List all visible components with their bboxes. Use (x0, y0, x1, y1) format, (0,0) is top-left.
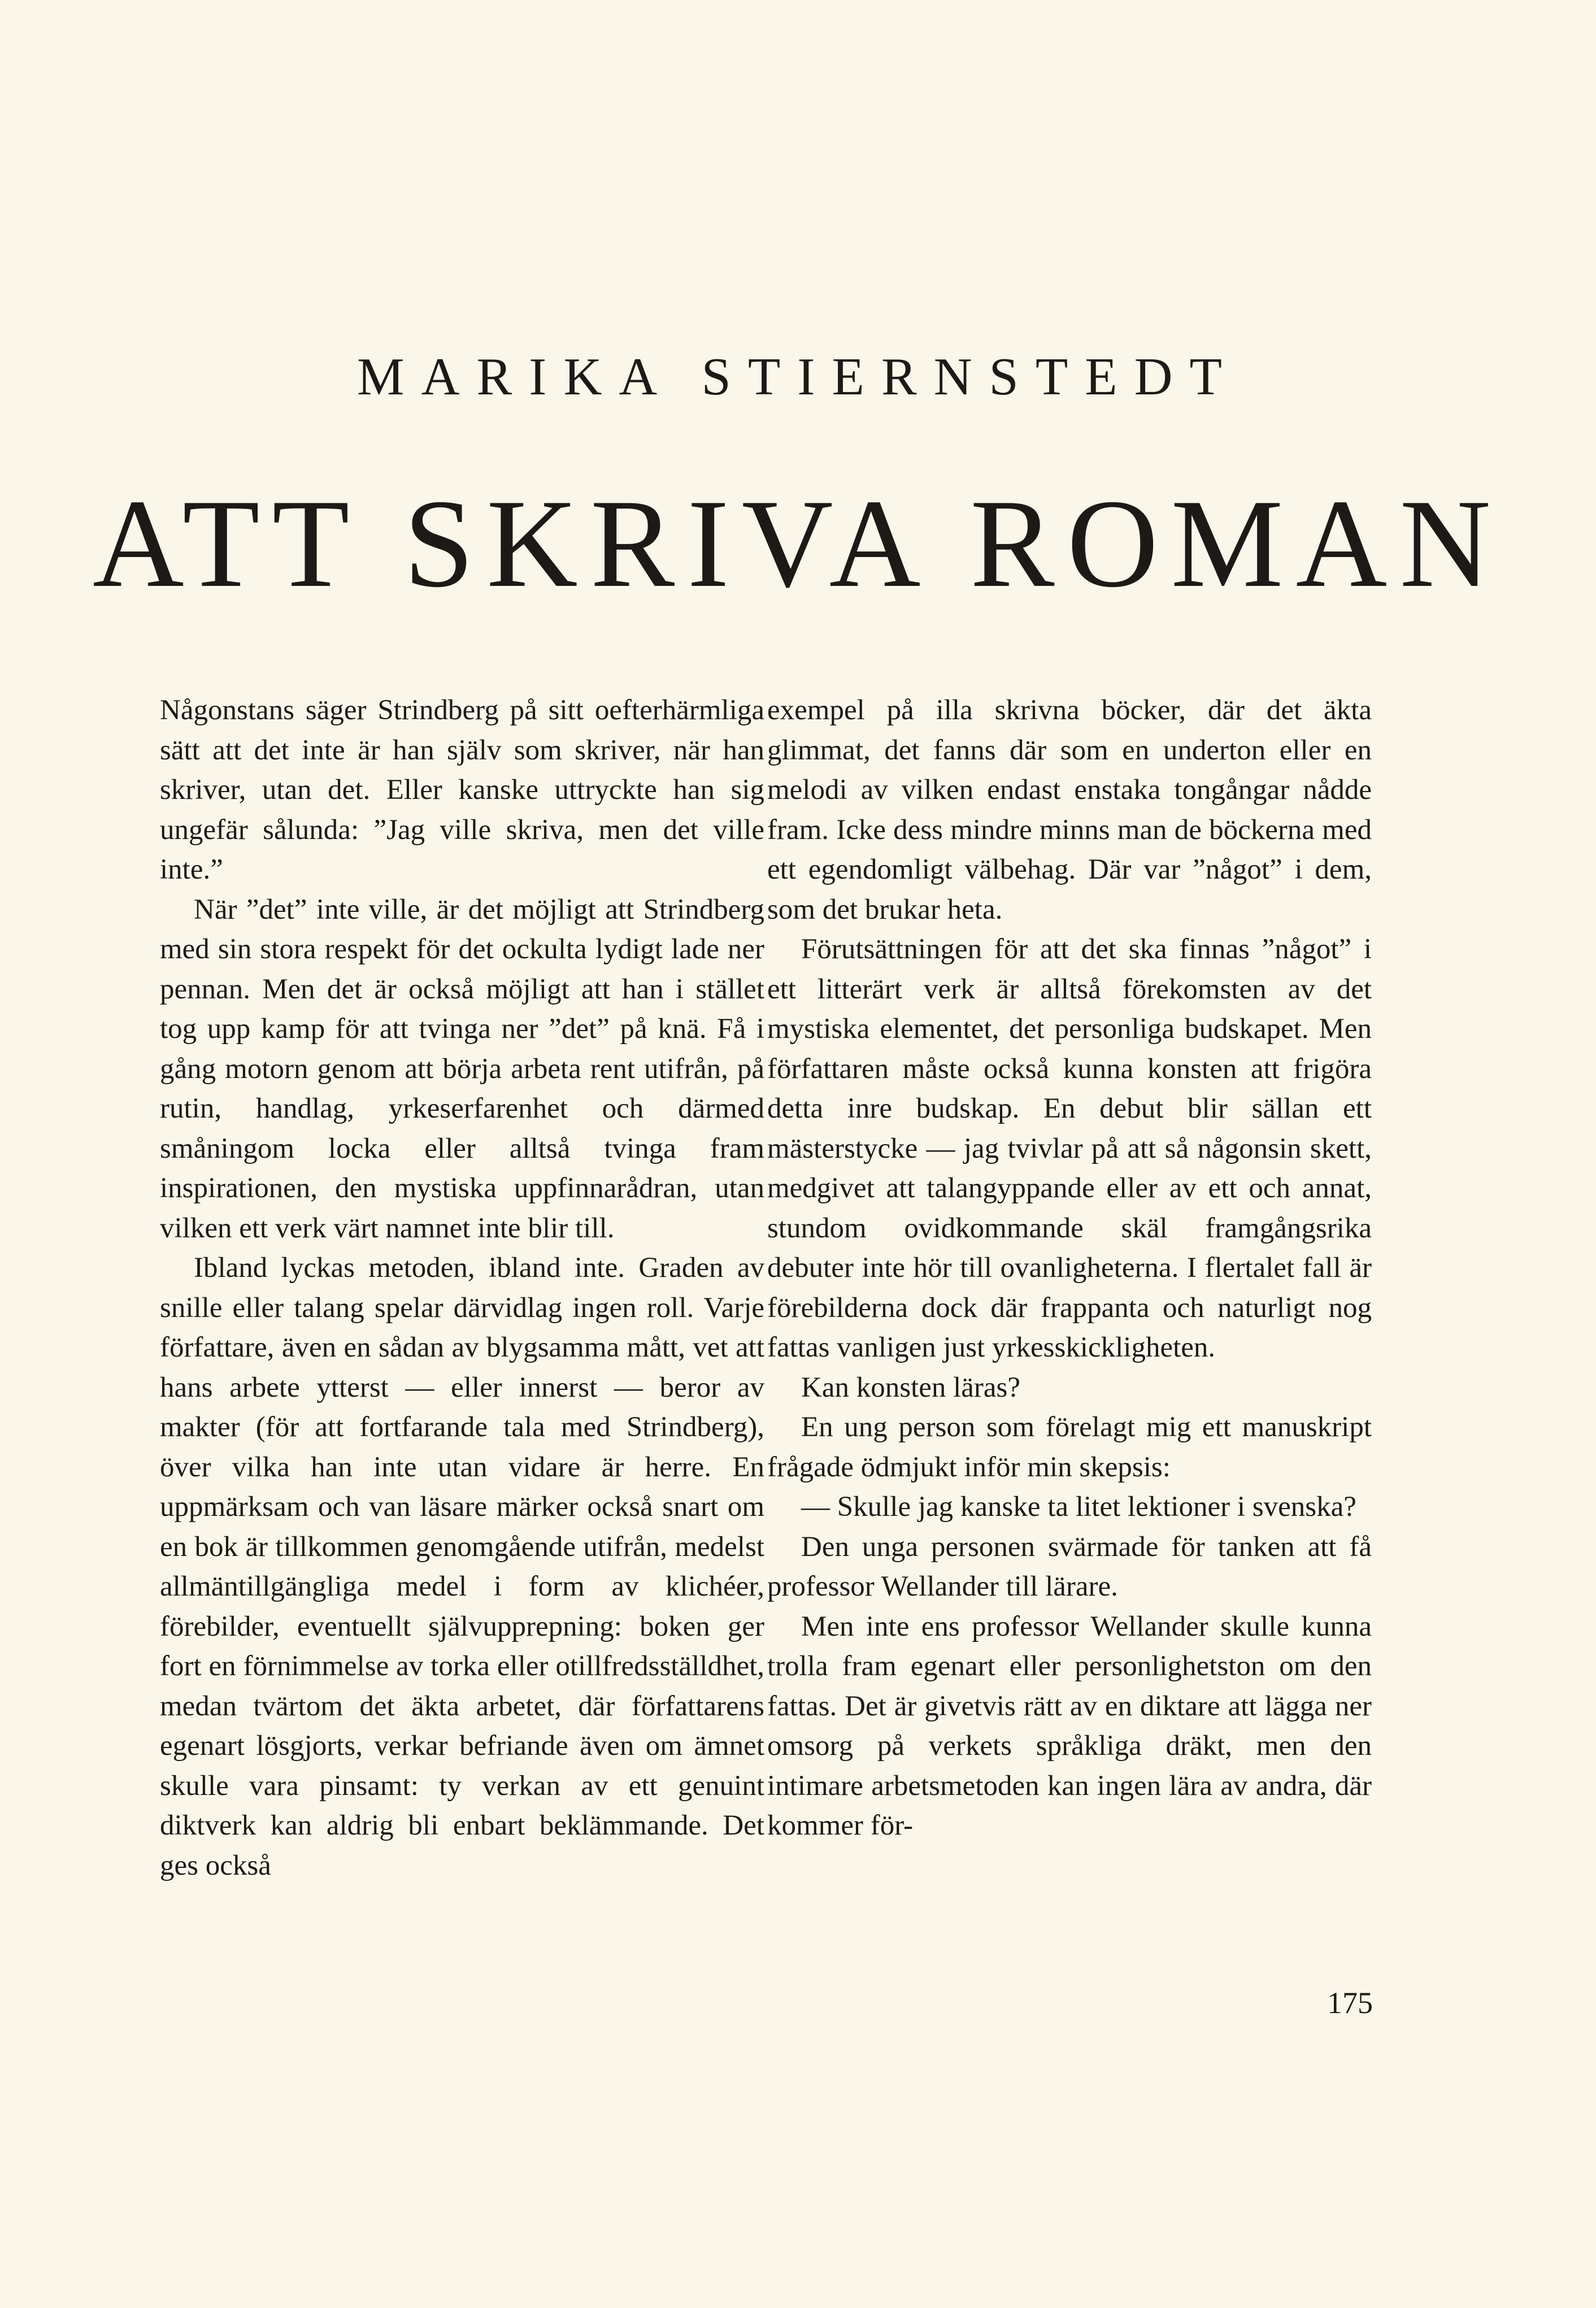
paragraph: exempel på illa skrivna böcker, där det äkta glimmat, det fanns där som en underton eller en melodi av vilken endast enstaka tongångar nådde fram. Icke dess mindre minns man de böckerna med ett egendomligt välbehag. Där var ”något” i dem, som det brukar heta. (767, 694, 1372, 925)
left-text-column (160, 690, 764, 1885)
author-name: MARIKA STIERNSTEDT (357, 347, 1239, 406)
paragraph: När ”det” inte ville, är det möjligt att Strindberg med sin stora respekt för det ockulta lydigt lade ner pennan. Men det är också möjligt att han i stället tog upp kamp för att tvinga ner ”det” på knä. Få i gång motorn genom att börja arbeta rent utifrån, på rutin, handlag, yrkeserfarenhet och därmed småningom locka eller alltså tvinga fram inspirationen, den mystiska uppfinnarådran, utan vilken ett verk värt namnet inte blir till. (160, 893, 764, 1244)
paragraph: Men inte ens professor Wellander skulle kunna trolla fram egenart eller personlighetston om den fattas. Det är givetvis rätt av en diktare att lägga ner omsorg på verkets språkliga dräkt, men den intimare arbetsmetoden kan ingen lära av andra, där kommer för- (767, 1610, 1372, 1841)
paragraph: Någonstans säger Strindberg på sitt oefterhärmliga sätt att det inte är han själv som skriver, när han skriver, utan det. Eller kanske uttryckte han sig ungefär sålunda: ”Jag ville skriva, men det ville inte.” (160, 694, 764, 885)
page-number: 175 (1327, 1986, 1373, 2020)
paragraph: — Skulle jag kanske ta litet lektioner i svenska? (801, 1491, 1356, 1523)
paragraph: Kan konsten läras? (801, 1371, 1021, 1403)
paragraph: Ibland lyckas metoden, ibland inte. Graden av snille eller talang spelar därvidlag ingen roll. Varje författare, även en sådan av blygsamma mått, vet att hans arbete ytterst — eller innerst — beror av makter (för att fortfarande tala med Strindberg), över vilka han inte utan vidare är herre. En uppmärksam och van läsare märker också snart om en bok är tillkommen genomgående utifrån, medelst allmäntillgängliga medel i form av klichéer, förebilder, eventuellt självupprepning: boken ger fort en förnimmelse av torka eller otillfredsställdhet, medan tvärtom det äkta arbetet, där författarens egenart lösgjorts, verkar befriande även om ämnet skulle vara pinsamt: ty verkan av ett genuint diktverk kan aldrig bli enbart beklämmande. Det ges också (160, 1252, 764, 1881)
article-title: ATT SKRIVA ROMAN (92, 473, 1504, 614)
paragraph: Den unga personen svärmade för tanken att få professor Wellander till lärare. (767, 1531, 1372, 1602)
right-text-column (767, 690, 1372, 1846)
paragraph: Förutsättningen för att det ska finnas ”något” i ett litterärt verk är alltså förekomsten av det mystiska elementet, det personliga budskapet. Men författaren måste också kunna konsten att frigöra detta inre budskap. En debut blir sällan ett mästerstycke — jag tvivlar på att så någonsin skett, medgivet att talangyppande eller av ett och annat, stundom ovidkommande skäl framgångsrika debuter inte hör till ovanligheterna. I flertalet fall är förebilderna dock där frappanta och naturligt nog fattas vanligen just yrkesskickligheten. (767, 933, 1372, 1363)
paragraph: En ung person som förelagt mig ett manuskript frågade ödmjukt inför min skepsis: (767, 1411, 1372, 1483)
